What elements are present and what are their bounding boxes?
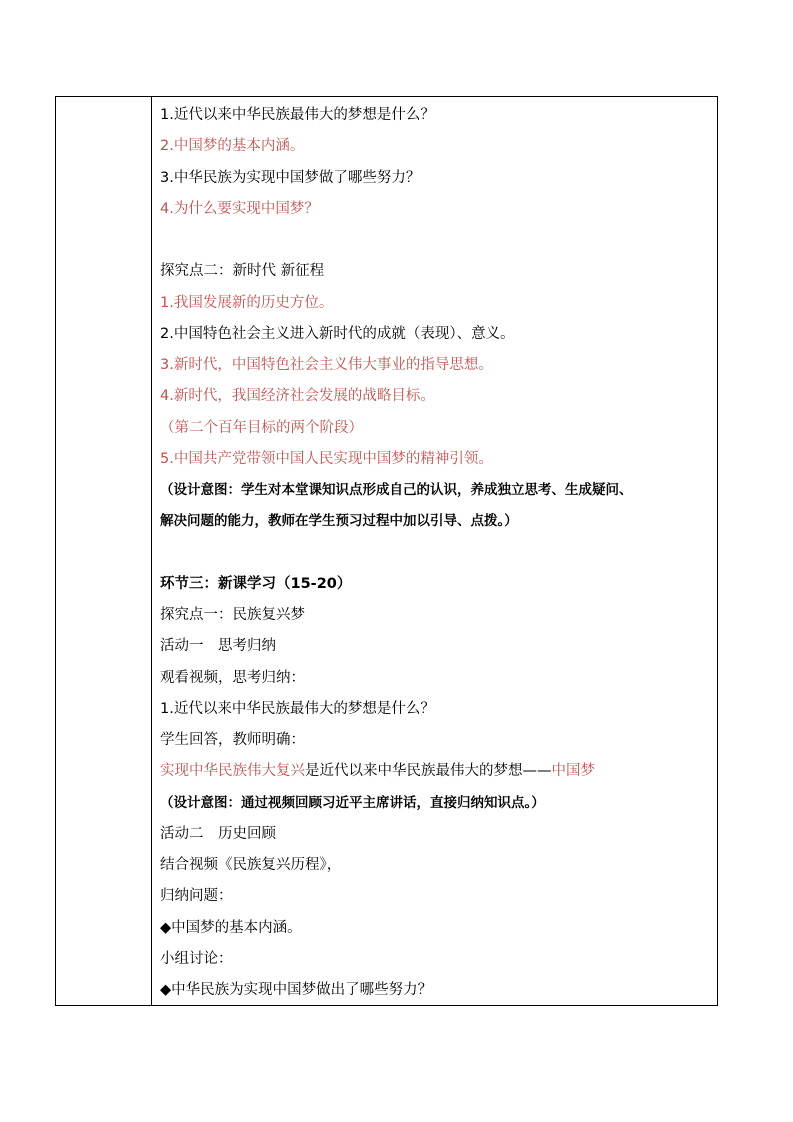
content-line: 小组讨论： bbox=[160, 950, 233, 967]
content-line: ◆中国梦的基本内涵。 bbox=[160, 919, 302, 936]
content-line bbox=[160, 225, 713, 256]
content-line bbox=[160, 538, 713, 569]
content-line: （第二个百年目标的两个阶段） bbox=[160, 419, 363, 436]
content-line: 1.我国发展新的历史方位。 bbox=[160, 294, 334, 311]
content-line: 1.近代以来中华民族最伟大的梦想是什么？ bbox=[160, 107, 435, 123]
content-segment: 中国梦 bbox=[551, 763, 595, 780]
content-segment: 实现中华民族伟大复兴 bbox=[160, 763, 305, 780]
content-line: 活动二 历史回顾 bbox=[160, 825, 276, 842]
lesson-table bbox=[55, 96, 718, 1006]
content-line: 观看视频，思考归纳： bbox=[160, 669, 305, 686]
content-line: （设计意图：通过视频回顾习近平主席讲话，直接归纳知识点。） bbox=[160, 794, 545, 811]
content-line: 归纳问题： bbox=[160, 888, 233, 905]
content-line: 活动一 思考归纳 bbox=[160, 638, 276, 655]
content-line: （设计意图：学生对本堂课知识点形成自己的认识，养成独立思考、生成疑问、 bbox=[160, 482, 633, 498]
column-divider bbox=[151, 97, 152, 1005]
content-line: ◆中华民族为实现中国梦做出了哪些努力？ bbox=[160, 982, 433, 998]
content-line: 2.中国梦的基本内涵。 bbox=[160, 138, 305, 155]
lesson-content-cell bbox=[160, 100, 713, 1006]
content-line: 学生回答，教师明确： bbox=[160, 732, 305, 748]
content-line: 1.近代以来中华民族最伟大的梦想是什么？ bbox=[160, 700, 435, 717]
content-line: 4.新时代，我国经济社会发展的战略目标。 bbox=[160, 388, 435, 405]
content-line: 探究点二：新时代 新征程 bbox=[160, 263, 325, 280]
content-line: 解决问题的能力，教师在学生预习过程中加以引导、点拨。） bbox=[160, 513, 518, 530]
content-line: 3.中华民族为实现中国梦做了哪些努力？ bbox=[160, 169, 421, 186]
content-line: 环节三：新课学习（15-20） bbox=[160, 575, 352, 592]
content-line bbox=[160, 756, 713, 787]
content-line: 探究点一：民族复兴梦 bbox=[160, 607, 305, 623]
content-line: 3.新时代，中国特色社会主义伟大事业的指导思想。 bbox=[160, 357, 493, 373]
content-line: 4.为什么要实现中国梦？ bbox=[160, 200, 319, 217]
content-line: 2.中国特色社会主义进入新时代的成就（表现）、意义。 bbox=[160, 325, 515, 342]
content-segment: 是近代以来中华民族最伟大的梦想—— bbox=[305, 763, 552, 780]
content-line: 5.中国共产党带领中国人民实现中国梦的精神引领。 bbox=[160, 450, 493, 467]
content-line: 结合视频《民族复兴历程》， bbox=[160, 857, 342, 873]
